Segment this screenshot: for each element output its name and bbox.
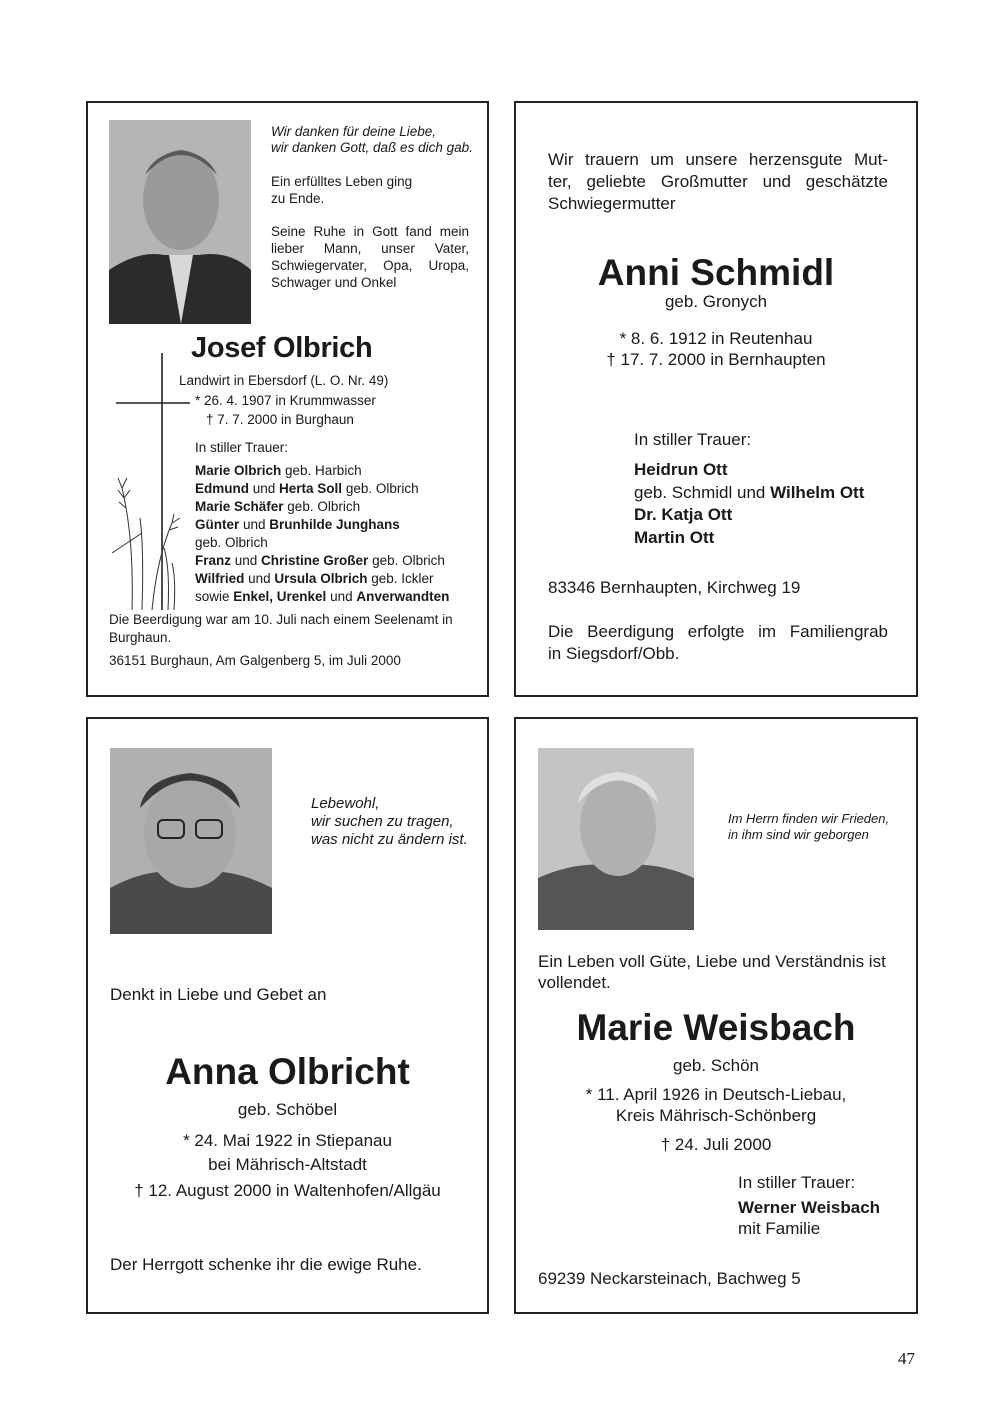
- mourning-label: In stiller Trauer:: [738, 1173, 856, 1192]
- intro-line: Wir trauern um unsere herzensgute Mut-: [548, 150, 888, 169]
- mourner-detail: und: [249, 481, 280, 496]
- mourner-name: Brunhilde Junghans: [269, 517, 400, 532]
- portrait-photo: [110, 748, 272, 934]
- life-line: zu Ende.: [271, 191, 325, 206]
- quote-line: was nicht zu ändern ist.: [311, 831, 468, 848]
- address: 83346 Bernhaupten, Kirchweg 19: [548, 578, 801, 597]
- mourner-name: Werner Weisbach: [738, 1198, 881, 1217]
- mourner-name: Günter: [195, 517, 240, 532]
- mourner-detail: geb. Olbrich: [368, 553, 445, 568]
- mourner-detail: und: [239, 517, 270, 532]
- mourner-name: Anverwandten: [356, 589, 450, 604]
- quote: [728, 811, 889, 843]
- mourner-entry: [195, 480, 449, 498]
- quote-line: in ihm sind wir geborgen: [728, 827, 869, 842]
- intro-line: Seine Ruhe in Gott fand mein: [271, 224, 469, 239]
- mourner-name: Ursula Olbrich: [274, 571, 368, 586]
- intro-line: lieber Mann, unser Vater,: [271, 241, 469, 256]
- mourner-name: Wilfried: [195, 571, 245, 586]
- mourner-detail: geb. Olbrich: [195, 535, 268, 550]
- page-number: 47: [898, 1349, 915, 1368]
- mourner-detail: geb. Olbrich: [342, 481, 419, 496]
- maiden-name: geb. Schöbel: [237, 1100, 338, 1119]
- notice-josef-olbrich: [86, 101, 489, 697]
- death-date: † 12. August 2000 in Waltenhofen/Allgäu: [134, 1181, 441, 1200]
- funeral-info: [548, 621, 888, 665]
- mourner-entry: [195, 552, 449, 570]
- notice-marie-weisbach: [514, 717, 918, 1314]
- intro-line: Schwiegermutter: [548, 194, 676, 213]
- maiden-name: geb. Schön: [672, 1056, 759, 1075]
- death-date: † 17. 7. 2000 in Bernhaupten: [606, 350, 826, 369]
- deceased-name: Anna Olbricht: [165, 1051, 410, 1092]
- intro-text: Denkt in Liebe und Gebet an: [110, 985, 327, 1004]
- birth-place: bei Mährisch-Altstadt: [208, 1155, 367, 1174]
- mourner-name: Martin Ott: [634, 527, 715, 547]
- mourner-name: Wilhelm Ott: [770, 482, 865, 502]
- mourner-name: Marie Olbrich: [195, 463, 282, 478]
- mourner-name: Dr. Katja Ott: [634, 505, 733, 524]
- birth-date: * 26. 4. 1907 in Krummwasser: [195, 393, 376, 408]
- mourner-detail: sowie: [195, 589, 234, 604]
- mourners-list: [195, 462, 449, 606]
- mourner-name: Christine Großer: [261, 553, 369, 568]
- funeral-line: Die Beerdigung erfolgte im Familiengrab: [548, 622, 888, 641]
- quote-line: Lebewohl,: [311, 795, 380, 812]
- mourner-name: Marie Schäfer: [195, 499, 284, 514]
- notice-anni-schmidl: [514, 101, 918, 697]
- mourner-detail: geb. Olbrich: [283, 499, 361, 514]
- quote: [311, 795, 468, 849]
- mourning-label: In stiller Trauer:: [634, 430, 752, 449]
- quote-line: Wir danken für deine Liebe,: [271, 124, 436, 139]
- mourner-detail: geb. Schmidl und: [634, 482, 771, 502]
- quote: [271, 124, 473, 156]
- death-date: † 24. Juli 2000: [660, 1135, 772, 1154]
- mourner-name: Enkel, Urenkel: [233, 589, 327, 604]
- funeral-info: [109, 611, 453, 647]
- intro-line: Schwiegervater, Opa, Uropa,: [271, 258, 469, 273]
- mourner-entry: [634, 459, 864, 482]
- portrait-photo: [538, 748, 694, 930]
- funeral-line: in Siegsdorf/Obb.: [548, 644, 680, 663]
- deceased-name: Josef Olbrich: [191, 332, 373, 364]
- mourner-entry: [195, 588, 449, 606]
- mourner-detail: mit Familie: [738, 1219, 821, 1238]
- mourner-entry: [195, 498, 449, 516]
- mourner-detail: geb. Ickler: [367, 571, 434, 586]
- intro-text: [548, 149, 888, 215]
- intro-line: ter, geliebte Großmutter und geschätzte: [548, 172, 888, 191]
- birth-date: * 8. 6. 1912 in Reutenhau: [619, 329, 813, 348]
- mourner-entry: [634, 527, 864, 550]
- mourner-detail: und: [326, 589, 357, 604]
- closing-text: Der Herrgott schenke ihr die ewige Ruhe.: [110, 1255, 422, 1274]
- mourner-name: Heidrun Ott: [634, 460, 728, 479]
- intro-text: [538, 951, 886, 993]
- mourning-label: In stiller Trauer:: [195, 440, 289, 455]
- mourner-entry: [195, 516, 449, 534]
- mourner-entry: [634, 504, 864, 527]
- quote-line: Im Herrn finden wir Frieden,: [728, 811, 890, 826]
- mourner-detail: und: [244, 571, 275, 586]
- intro-line: Ein Leben voll Güte, Liebe und Verständnis ist: [538, 952, 886, 971]
- birth-date: * 11. April 1926 in Deutsch-Liebau,: [585, 1085, 847, 1104]
- birth-date: * 24. Mai 1922 in Stiepanau: [183, 1131, 392, 1150]
- mourner-name: Franz: [195, 553, 232, 568]
- address: 36151 Burghaun, Am Galgenberg 5, im Juli 2000: [109, 653, 401, 668]
- mourner-entry: [195, 570, 449, 588]
- intro-line: Schwager und Onkel: [271, 275, 397, 290]
- intro-line: vollendet.: [538, 973, 611, 992]
- mourner-detail: und: [231, 553, 262, 568]
- funeral-line: Burghaun.: [109, 630, 172, 645]
- deceased-name: Anni Schmidl: [597, 252, 835, 293]
- portrait-photo: [109, 120, 251, 324]
- occupation: Landwirt in Ebersdorf (L. O. Nr. 49): [179, 373, 389, 388]
- mourner-detail: geb. Harbich: [281, 463, 362, 478]
- address: 69239 Neckarsteinach, Bachweg 5: [538, 1269, 801, 1288]
- mourner-name: Herta Soll: [279, 481, 343, 496]
- death-date: † 7. 7. 2000 in Burghaun: [206, 412, 354, 427]
- intro-text: [271, 223, 469, 291]
- mourner-entry: [738, 1197, 880, 1218]
- funeral-line: Die Beerdigung war am 10. Juli nach einem Seelenamt in: [109, 612, 453, 627]
- maiden-name: geb. Gronych: [664, 292, 768, 311]
- life-line: Ein erfülltes Leben ging: [271, 174, 413, 189]
- mourner-entry: [634, 482, 864, 505]
- mourner-entry: [195, 462, 449, 480]
- notice-anna-olbricht: [86, 717, 489, 1314]
- mourner-name: Edmund: [195, 481, 249, 496]
- deceased-name: Marie Weisbach: [576, 1007, 856, 1048]
- life-text: [271, 173, 412, 207]
- quote-line: wir danken Gott, daß es dich gab.: [271, 140, 473, 155]
- quote-line: wir suchen zu tragen,: [311, 813, 454, 830]
- mourners-list: [634, 459, 864, 549]
- birth-place: Kreis Mährisch-Schönberg: [615, 1106, 817, 1125]
- mourners-list: [738, 1197, 880, 1239]
